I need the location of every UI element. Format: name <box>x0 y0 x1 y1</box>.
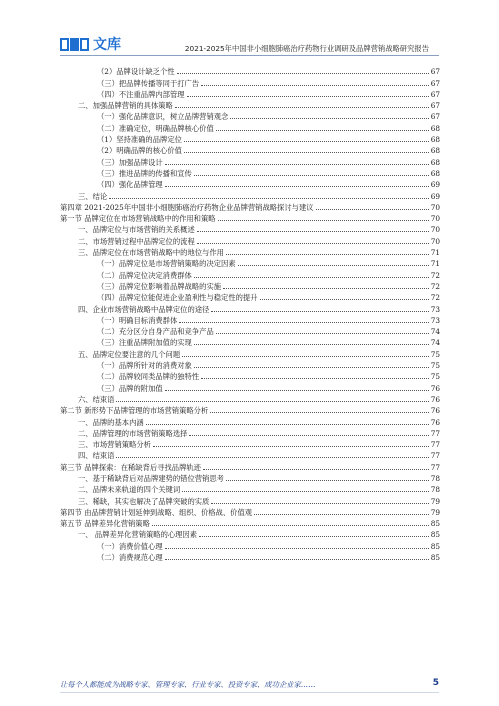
toc-entry-page: 74 <box>430 327 440 337</box>
toc-entry[interactable] <box>60 302 440 313</box>
toc-entry-title: （三）把品牌传播等同于打广告 <box>97 78 200 88</box>
toc-entry-page: 68 <box>430 123 440 133</box>
toc-entry-page: 70 <box>430 214 440 224</box>
toc-leader <box>152 524 429 526</box>
toc-entry[interactable] <box>60 155 440 166</box>
footer-slogan: 让每个人都能成为战略专家、管理专家、行业专家、投资专家、成功企业家…… <box>60 680 316 689</box>
toc-entry[interactable] <box>60 65 440 76</box>
toc-leader <box>116 456 428 458</box>
toc-entry-title: 六、结束语 <box>78 394 115 404</box>
toc-entry-title: 第一节 品牌定位在市场营销战略中的作用和策略 <box>60 214 216 224</box>
toc-leader <box>146 423 429 425</box>
toc-entry-title: 四、结束语 <box>78 451 115 461</box>
toc-entry-title: （一）强化品牌意识，树立品牌营销观念 <box>97 112 229 122</box>
toc-entry[interactable] <box>60 472 440 483</box>
toc-entry-title: （二）准确定位，明确品牌核心价值 <box>97 123 214 133</box>
toc-leader <box>194 343 429 345</box>
toc-entry[interactable] <box>60 415 440 426</box>
toc-entry-page: 75 <box>430 349 440 359</box>
toc-entry[interactable] <box>60 370 440 381</box>
toc-leader <box>216 332 429 334</box>
toc-entry-title: （2）明确品牌的核心价值 <box>97 146 182 156</box>
toc-entry-title: 第四节 由品牌营销计划延伸到战略、组织、价格战、价值观 <box>60 507 253 517</box>
toc-leader <box>179 321 428 323</box>
toc-entry-title: （三）加强品牌设计 <box>97 157 163 167</box>
toc-entry-title: 二、市场营销过程中品牌定位的流程 <box>78 236 195 246</box>
toc-entry-page: 76 <box>430 394 440 404</box>
toc-entry-page: 73 <box>430 304 440 314</box>
toc-leader <box>238 264 429 266</box>
toc-entry[interactable] <box>60 460 440 471</box>
toc-entry-page: 85 <box>430 519 440 529</box>
toc-entry-title: 第二节 新形势下品牌管理的市场营销策略分析 <box>60 406 209 416</box>
toc-entry[interactable] <box>60 393 440 404</box>
toc-leader <box>177 72 429 74</box>
toc-leader <box>165 558 429 560</box>
toc-entry[interactable] <box>60 325 440 336</box>
toc-entry[interactable] <box>60 246 440 257</box>
toc-leader <box>211 310 428 312</box>
toc-leader <box>194 366 429 368</box>
toc-leader <box>182 490 429 492</box>
toc-entry-page: 68 <box>430 157 440 167</box>
toc-entry[interactable] <box>60 212 440 223</box>
report-title: 2021-2025年中国非小细胞肺癌治疗药物行业调研及品牌营销战略研究报告 <box>184 44 429 53</box>
toc-leader <box>211 502 428 504</box>
toc-leader <box>109 197 429 199</box>
toc-entry-page: 72 <box>430 281 440 291</box>
toc-entry[interactable] <box>60 88 440 99</box>
page-header <box>0 0 499 56</box>
footer-divider <box>60 692 439 693</box>
toc-entry-page: 67 <box>430 67 440 77</box>
toc-entry[interactable] <box>60 144 440 155</box>
toc-entry[interactable] <box>60 223 440 234</box>
toc-entry-page: 68 <box>430 146 440 156</box>
toc-entry[interactable] <box>60 99 440 110</box>
toc-entry[interactable] <box>60 528 440 539</box>
toc-entry-page: 71 <box>430 259 440 269</box>
toc-entry-page: 72 <box>430 293 440 303</box>
toc-leader <box>197 242 429 244</box>
toc-entry[interactable] <box>60 268 440 279</box>
toc-entry[interactable] <box>60 449 440 460</box>
table-of-contents <box>60 65 440 562</box>
toc-entry-title: （三）品牌的附加值 <box>97 383 163 393</box>
toc-entry-title: 三、品牌定位在市场营销战略中的地位与作用 <box>78 248 224 258</box>
toc-leader <box>316 208 429 210</box>
toc-leader <box>203 468 429 470</box>
toc-entry[interactable] <box>60 506 440 517</box>
toc-entry-page: 79 <box>430 507 440 517</box>
toc-entry-page: 74 <box>430 338 440 348</box>
toc-entry-page: 75 <box>430 361 440 371</box>
toc-entry-title: （三）品牌定位影响着品牌战略的实施 <box>97 281 222 291</box>
toc-entry-title: （二）品牌较同类品牌的独特性 <box>97 372 200 382</box>
toc-entry[interactable] <box>60 359 440 370</box>
toc-entry-page: 85 <box>430 541 440 551</box>
toc-leader <box>194 174 429 176</box>
toc-entry-title: （1）坚持准确的品牌定位 <box>97 135 182 145</box>
toc-entry-page: 70 <box>430 202 440 212</box>
toc-leader <box>197 230 429 232</box>
toc-leader <box>116 400 428 402</box>
toc-entry[interactable] <box>60 336 440 347</box>
toc-entry[interactable] <box>60 133 440 144</box>
toc-entry[interactable] <box>60 76 440 87</box>
toc-leader <box>165 185 429 187</box>
toc-entry-title: 一、基于稀缺背后对品牌建势的错位营销思考 <box>78 473 224 483</box>
toc-entry[interactable] <box>60 539 440 550</box>
toc-entry-title: （四）不注重品牌内部管理 <box>97 89 185 99</box>
toc-leader <box>260 298 429 300</box>
toc-entry-title: （一）明确目标消费群体 <box>97 315 178 325</box>
toc-leader <box>201 377 429 379</box>
toc-entry-page: 77 <box>430 440 440 450</box>
toc-leader <box>226 479 429 481</box>
toc-entry[interactable] <box>60 110 440 121</box>
toc-entry-title: 第四章 2021-2025年中国非小细胞肺癌治疗药物企业品牌营销战略探讨与建议 <box>60 202 314 212</box>
toc-entry[interactable] <box>60 189 440 200</box>
toc-entry-page: 72 <box>430 270 440 280</box>
toc-entry-title: 三、结论 <box>78 191 108 201</box>
toc-entry-title: （二）充分区分自身产品和竞争产品 <box>97 327 214 337</box>
toc-leader <box>187 95 429 97</box>
toc-entry-title: （一）品牌定位是市场营销策略的决定因素 <box>97 259 236 269</box>
toc-entry-page: 67 <box>430 89 440 99</box>
toc-entry-page: 78 <box>430 473 440 483</box>
toc-entry-page: 68 <box>430 168 440 178</box>
toc-entry[interactable] <box>60 483 440 494</box>
toc-entry[interactable] <box>60 121 440 132</box>
toc-entry-page: 78 <box>430 485 440 495</box>
toc-entry-title: 二、品牌未来轨道的四个关键词 <box>78 485 181 495</box>
toc-entry-title: （一）消费价值心理 <box>97 541 163 551</box>
toc-entry[interactable] <box>60 404 440 415</box>
toc-leader <box>175 106 429 108</box>
toc-entry-page: 67 <box>430 112 440 122</box>
toc-entry[interactable] <box>60 381 440 392</box>
toc-entry-page: 75 <box>430 372 440 382</box>
toc-entry-page: 77 <box>430 428 440 438</box>
toc-leader <box>165 547 429 549</box>
toc-entry-page: 69 <box>430 191 440 201</box>
toc-entry-title: 三、市场营销策略分析 <box>78 440 151 450</box>
toc-leader <box>184 151 429 153</box>
toc-leader <box>199 535 429 537</box>
toc-entry-title: （三）推进品牌的传播和宣传 <box>97 168 192 178</box>
toc-leader <box>216 129 429 131</box>
toc-entry[interactable] <box>60 551 440 562</box>
logo <box>60 34 121 54</box>
toc-entry[interactable] <box>60 291 440 302</box>
toc-entry[interactable] <box>60 234 440 245</box>
toc-leader <box>201 84 429 86</box>
toc-entry[interactable] <box>60 438 440 449</box>
toc-entry-page: 76 <box>430 406 440 416</box>
toc-entry-page: 77 <box>430 451 440 461</box>
toc-entry[interactable] <box>60 178 440 189</box>
toc-entry[interactable] <box>60 517 440 528</box>
toc-entry-page: 77 <box>430 462 440 472</box>
toc-entry-page: 76 <box>430 383 440 393</box>
toc-entry-page: 85 <box>430 530 440 540</box>
toc-leader <box>194 276 429 278</box>
toc-entry-page: 85 <box>430 553 440 563</box>
logo-icon <box>60 38 89 51</box>
toc-leader <box>230 117 428 119</box>
toc-entry-page: 69 <box>430 180 440 190</box>
toc-entry-page: 79 <box>430 496 440 506</box>
page-number: 5 <box>432 678 439 688</box>
toc-entry-page: 68 <box>430 135 440 145</box>
toc-entry-title: 第三节 品牌探索：在稀缺背后寻找品牌轨迹 <box>60 462 201 472</box>
toc-leader <box>223 287 429 289</box>
toc-entry-page: 73 <box>430 315 440 325</box>
toc-entry-title: （四）品牌定位能促进企业盈利性与稳定性的提升 <box>97 293 258 303</box>
toc-entry-title: 一、品牌定位与市场营销的关系概述 <box>78 225 195 235</box>
toc-entry[interactable] <box>60 427 440 438</box>
toc-entry[interactable] <box>60 257 440 268</box>
toc-entry[interactable] <box>60 201 440 212</box>
toc-entry[interactable] <box>60 494 440 505</box>
toc-leader <box>165 163 429 165</box>
toc-entry-title: 一、 品牌差异化营销策略的心理因素 <box>78 530 198 540</box>
toc-leader <box>189 434 428 436</box>
toc-entry[interactable] <box>60 347 440 358</box>
logo-text: 文库 <box>93 37 121 53</box>
toc-entry-title: 三、稀缺，其实也解决了品牌突破的实质 <box>78 496 210 506</box>
toc-entry-page: 70 <box>430 236 440 246</box>
toc-leader <box>210 411 428 413</box>
toc-entry[interactable] <box>60 280 440 291</box>
toc-entry-title: （2）品牌设计缺乏个性 <box>97 67 175 77</box>
toc-entry-page: 67 <box>430 101 440 111</box>
toc-entry[interactable] <box>60 314 440 325</box>
toc-leader <box>182 355 429 357</box>
toc-leader <box>165 389 429 391</box>
toc-entry-page: 76 <box>430 417 440 427</box>
toc-leader <box>226 253 429 255</box>
header-divider <box>60 55 439 56</box>
toc-entry-title: （一）品牌所针对的消费对象 <box>97 361 192 371</box>
toc-leader <box>153 445 429 447</box>
toc-entry-title: 四、企业市场营销战略中品牌定位的途径 <box>78 304 210 314</box>
toc-entry-title: （二）消费规范心理 <box>97 553 163 563</box>
page-footer <box>60 680 439 694</box>
toc-entry-title: 第五节 品牌差异化营销策略 <box>60 519 150 529</box>
toc-entry-page: 67 <box>430 78 440 88</box>
toc-leader <box>254 513 429 515</box>
toc-entry-title: 二、品牌管理的市场营销策略选择 <box>78 428 188 438</box>
toc-entry-title: 二、加强品牌营销的具体策略 <box>78 101 173 111</box>
toc-entry-title: （四）强化品牌管理 <box>97 180 163 190</box>
toc-entry-page: 71 <box>430 248 440 258</box>
toc-entry-title: （二）品牌定位决定消费群体 <box>97 270 192 280</box>
toc-entry-page: 70 <box>430 225 440 235</box>
toc-entry-title: 一、品牌的基本内涵 <box>78 417 144 427</box>
toc-entry[interactable] <box>60 167 440 178</box>
toc-entry-title: （三）注重品牌附加值的实现 <box>97 338 192 348</box>
toc-leader <box>218 219 429 221</box>
toc-leader <box>184 140 429 142</box>
toc-entry-title: 五、品牌定位要注意的几个问题 <box>78 349 181 359</box>
